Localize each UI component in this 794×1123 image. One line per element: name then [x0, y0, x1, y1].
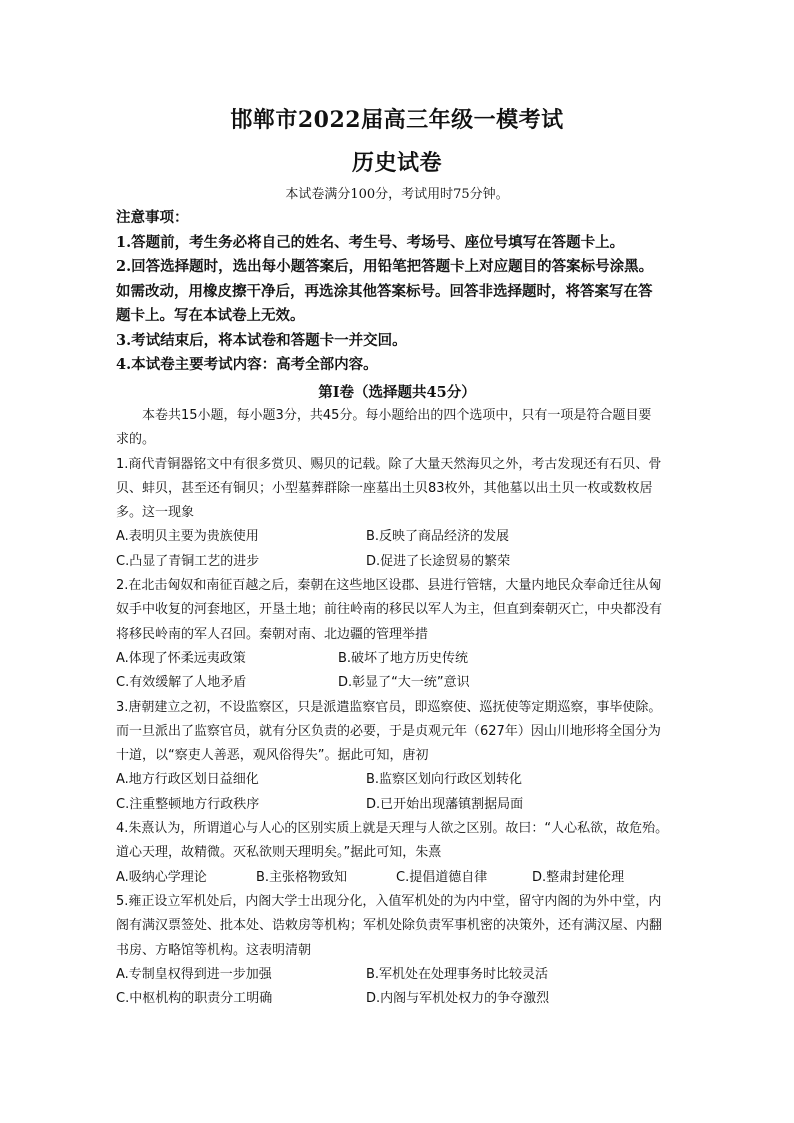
question-line: 书房、方略馆等机构。这表明清朝 — [116, 942, 312, 958]
options-row — [116, 768, 706, 792]
question-2 — [116, 574, 706, 695]
option-b: B.军机处在处理事务时比较灵活 — [366, 966, 549, 982]
question-line: 道心天理，故精微。灭私欲则天理明矣。”据此可知，朱熹 — [116, 845, 442, 861]
question-line: 奴手中收复的河套地区，开垦土地；前往岭南的移民以军人为主，但直到秦朝灭亡，中央都没有 — [116, 602, 663, 618]
option-d: D.已开始出现藩镇割据局面 — [366, 796, 524, 812]
question-line: 将移民岭南的军人召回。秦朝对南、北边疆的管理举措 — [116, 626, 429, 642]
question-line: 阁有满汉票签处、批本处、诰敕房等机构；军机处除负责军事机密的决策外，还有满汉屋、内翻 — [116, 918, 663, 934]
options-row — [116, 550, 706, 574]
notes-line: 2.回答选择题时，选出每小题答案后，用铅笔把答题卡上对应题目的答案标号涂黑。 — [116, 258, 654, 275]
options-row — [116, 793, 706, 817]
question-line: 而一旦派出了监察官员，就有分区负责的必要，于是贞观元年（627年）因山川地形将全国分为 — [116, 723, 661, 739]
exam-subtitle: 本试卷满分100分，考试用时75分钟。 — [285, 187, 509, 202]
section-intro-line: 求的。 — [116, 432, 156, 448]
notes-line: 4.本试卷主要考试内容：高考全部内容。 — [116, 356, 378, 373]
question-line: 1.商代青铜器铭文中有很多赏贝、赐贝的记载。除了大量天然海贝之外，考古发现还有石贝、骨 — [116, 456, 662, 472]
option-d: D.内阁与军机处权力的争夺激烈 — [366, 991, 550, 1007]
option-a: A.表明贝主要为贵族使用 — [116, 529, 259, 545]
notes-line: 如需改动，用橡皮擦干净后，再选涂其他答案标号。回答非选择题时，将答案写在答 — [116, 282, 653, 300]
question-line: 贝、蚌贝，甚至还有铜贝；小型墓葬群除一座墓出土贝83枚外，其他墓以出土贝一枚或数枚居 — [116, 480, 653, 496]
question-line: 4.朱熹认为，所谓道心与人心的区别实质上就是天理与人欲之区别。故曰：“人心私欲，故危殆。 — [116, 821, 669, 837]
subject-title: 历史试卷 — [351, 150, 442, 176]
section-intro-line: 本卷共15小题，每小题3分，共45分。每小题给出的四个选项中，只有一项是符合题目要 — [142, 408, 652, 423]
notes-line: 1.答题前，考生务必将自己的姓名、考生号、考场号、座位号填写在答题卡上。 — [116, 233, 625, 251]
option-c: C.注重整顿地方行政秩序 — [116, 796, 260, 812]
question-line: 3.唐朝建立之初，不设监察区，只是派遣监察官员，即巡察使、巡抚使等定期巡察，事毕使除。 — [116, 699, 662, 715]
question-line: 5.雍正设立军机处后，内阁大学士出现分化，入值军机处的为内中堂，留守内阁的为外中堂，内 — [116, 893, 662, 909]
option-b: B.监察区划向行政区划转化 — [366, 772, 523, 788]
option-d: D.促进了长途贸易的繁荣 — [366, 553, 511, 569]
option-b: B.破坏了地方历史传统 — [338, 650, 469, 666]
question-line: 十道，以“察吏人善恶，观风俗得失”。据此可知，唐初 — [116, 748, 429, 764]
question-3 — [116, 696, 706, 817]
option-d: D.彰显了“大一统”意识 — [338, 675, 470, 691]
options-row — [116, 866, 706, 890]
options-row — [116, 671, 706, 695]
option-a: A.吸纳心学理论 — [116, 869, 207, 885]
option-c: C.有效缓解了人地矛盾 — [116, 675, 247, 691]
option-a: A.地方行政区划日益细化 — [116, 772, 259, 788]
notes-block — [116, 206, 706, 378]
options-row — [116, 987, 706, 1011]
question-4 — [116, 817, 706, 890]
options-row — [116, 963, 706, 987]
option-a: A.专制皇权得到进一步加强 — [116, 966, 272, 982]
option-c: C.凸显了青铜工艺的进步 — [116, 553, 260, 569]
section-title: 第Ⅰ卷（选择题共45分） — [318, 384, 476, 401]
notes-line: 题卡上。写在本试卷上无效。 — [116, 307, 305, 324]
question-1 — [116, 453, 706, 574]
option-b: B.反映了商品经济的发展 — [366, 529, 510, 545]
option-c: C.中枢机构的职责分工明确 — [116, 991, 273, 1007]
question-5 — [116, 890, 706, 1011]
question-line: 2.在北击匈奴和南征百越之后，秦朝在这些地区设郡、县进行管辖，大量内地民众奉命迁往从匈 — [116, 578, 662, 594]
notes-heading: 注意事项： — [116, 209, 189, 226]
notes-line: 3.考试结束后，将本试卷和答题卡一并交回。 — [116, 331, 407, 349]
option-c: C.提倡道德自律 — [396, 869, 488, 885]
options-row — [116, 525, 706, 549]
options-row — [116, 647, 706, 671]
questions-body — [116, 404, 706, 1011]
option-a: A.体现了怀柔远夷政策 — [116, 650, 246, 666]
option-d: D.整肃封建伦理 — [532, 869, 625, 885]
exam-title: 邯郸市2022届高三年级一模考试 — [230, 107, 564, 133]
option-b: B.主张格物致知 — [256, 869, 348, 885]
question-line: 多。这一现象 — [116, 505, 195, 521]
